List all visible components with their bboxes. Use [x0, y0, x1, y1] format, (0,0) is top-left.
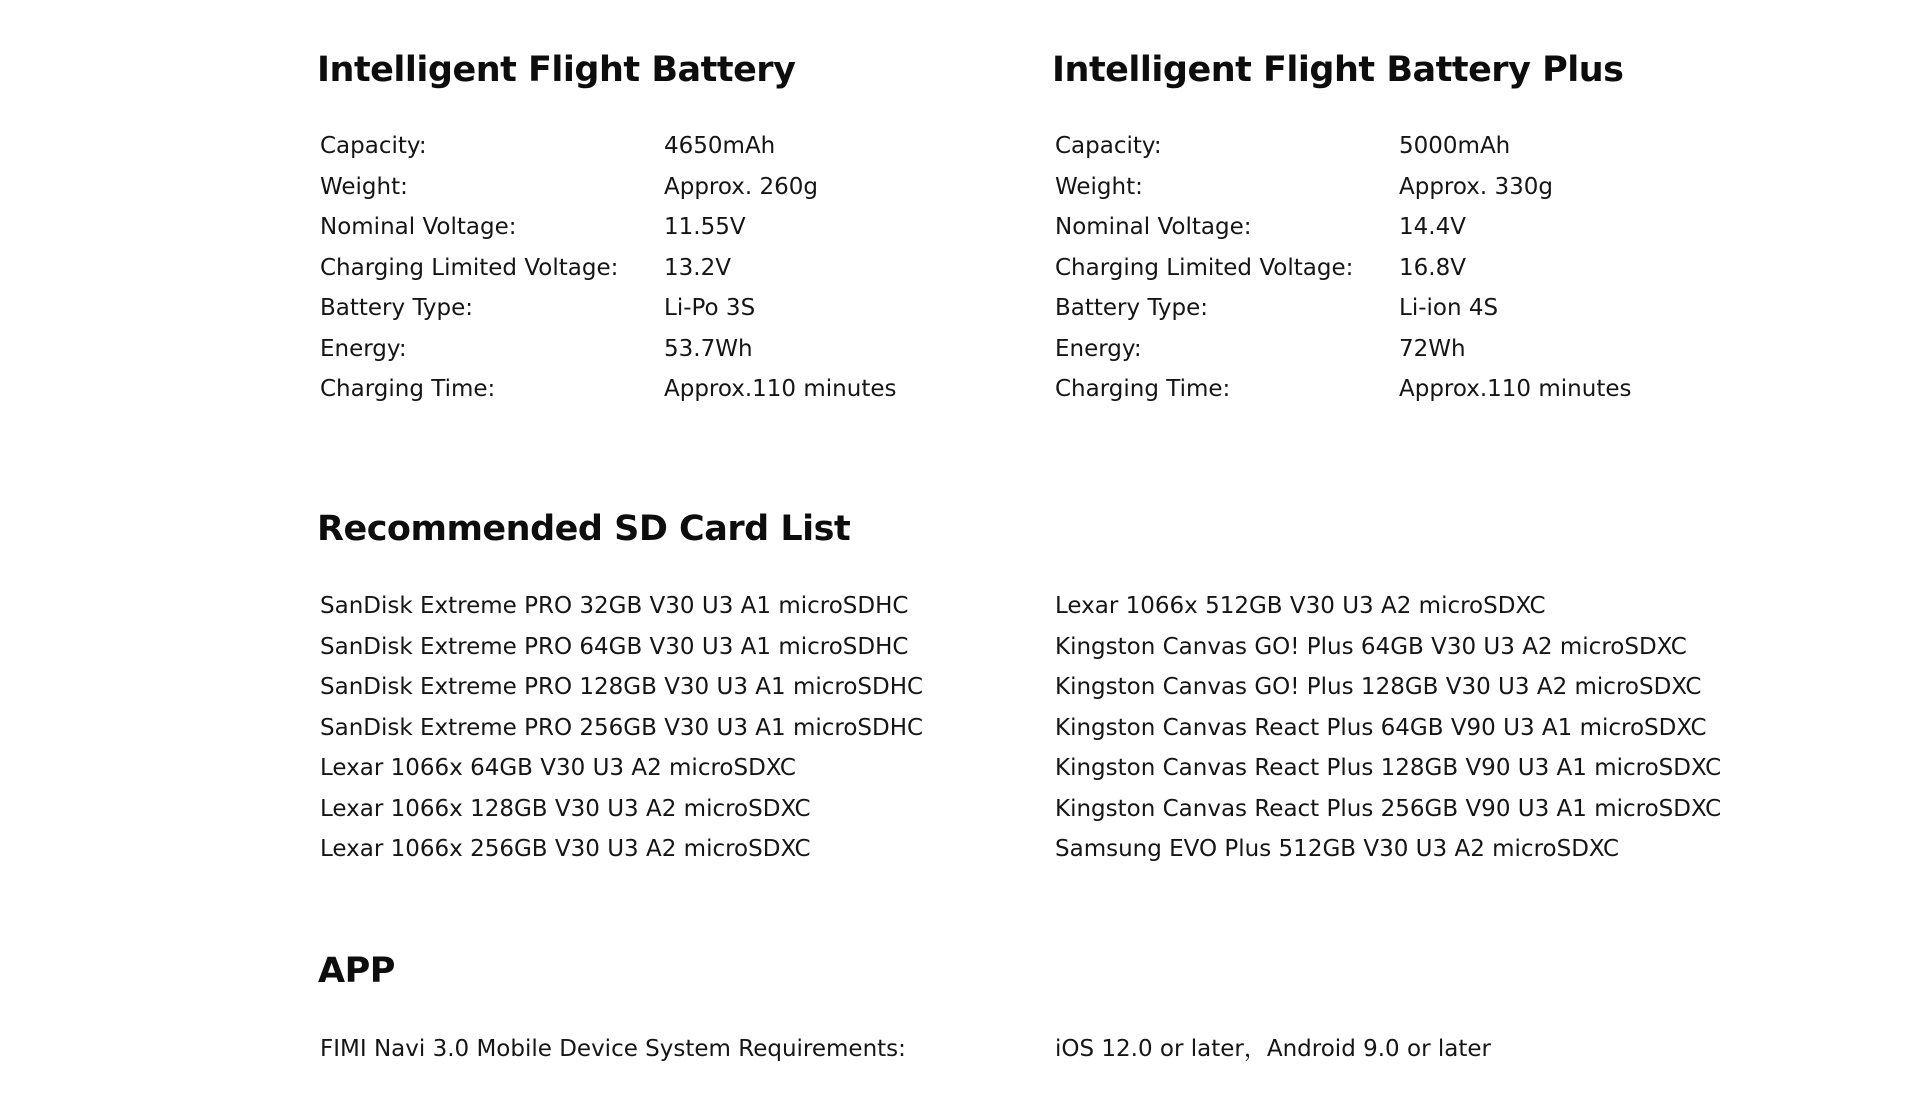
battery-title: Intelligent Flight Battery	[317, 50, 796, 90]
table-row	[1055, 329, 1631, 370]
list-item: SanDisk Extreme PRO 64GB V30 U3 A1 microSDHC	[320, 633, 909, 660]
table-row	[1055, 248, 1631, 289]
list-item: Kingston Canvas GO! Plus 128GB V30 U3 A2 microSDXC	[1055, 674, 1702, 700]
list-item: SanDisk Extreme PRO 256GB V30 U3 A1 microSDHC	[320, 714, 924, 741]
spec-label: Nominal Voltage:	[1055, 214, 1252, 240]
spec-label: Battery Type:	[320, 295, 474, 321]
table-row	[1055, 167, 1631, 208]
spec-value: Approx. 330g	[1399, 173, 1553, 200]
table-row	[320, 126, 896, 167]
table-row	[1055, 207, 1631, 248]
spec-value: 72Wh	[1399, 335, 1466, 362]
list-item: Kingston Canvas GO! Plus 64GB V30 U3 A2 microSDXC	[1055, 633, 1687, 660]
spec-value: 13.2V	[664, 254, 731, 281]
list-item: Lexar 1066x 512GB V30 U3 A2 microSDXC	[1055, 593, 1546, 619]
sd-card-list-right	[1055, 586, 1721, 870]
spec-label: Capacity:	[1055, 133, 1162, 159]
spec-label: Energy:	[320, 335, 407, 362]
table-row	[1055, 126, 1631, 167]
spec-value: 4650mAh	[664, 133, 776, 159]
spec-label: Charging Limited Voltage:	[320, 254, 619, 281]
spec-label: Charging Limited Voltage:	[1055, 254, 1354, 281]
list-item: Lexar 1066x 128GB V30 U3 A2 microSDXC	[320, 795, 811, 822]
list-item: Kingston Canvas React Plus 128GB V90 U3 A1 microSDXC	[1055, 755, 1722, 781]
spec-value: 11.55V	[664, 214, 746, 240]
list-item: Lexar 1066x 64GB V30 U3 A2 microSDXC	[320, 755, 796, 781]
spec-label: Energy:	[1055, 335, 1142, 362]
list-item: Samsung EVO Plus 512GB V30 U3 A2 microSDXC	[1055, 836, 1620, 862]
spec-label: Weight:	[320, 173, 408, 200]
spec-value: Li-ion 4S	[1399, 295, 1499, 321]
app-requirement-label: FIMI Navi 3.0 Mobile Device System Requirements:	[320, 1036, 906, 1062]
spec-value: Li-Po 3S	[664, 295, 756, 321]
table-row	[320, 248, 896, 289]
battery-spec-table	[320, 126, 896, 410]
list-item: SanDisk Extreme PRO 32GB V30 U3 A1 microSDHC	[320, 593, 909, 619]
spec-value: Approx.110 minutes	[664, 376, 897, 402]
spec-value: 16.8V	[1399, 254, 1466, 281]
spec-value: 14.4V	[1399, 214, 1466, 240]
spec-label: Weight:	[1055, 173, 1143, 200]
spec-value: 5000mAh	[1399, 133, 1511, 159]
spec-value: Approx. 260g	[664, 173, 818, 200]
list-item: Lexar 1066x 256GB V30 U3 A2 microSDXC	[320, 836, 811, 862]
table-row	[1055, 369, 1631, 410]
app-requirement-value: iOS 12.0 or later，Android 9.0 or later	[1055, 1036, 1491, 1062]
list-item: Kingston Canvas React Plus 256GB V90 U3 A1 microSDXC	[1055, 795, 1722, 822]
list-item: Kingston Canvas React Plus 64GB V90 U3 A1 microSDXC	[1055, 714, 1707, 741]
table-row	[320, 288, 896, 329]
app-title: APP	[318, 951, 395, 991]
table-row	[320, 329, 896, 370]
battery-plus-spec-table	[1055, 126, 1631, 410]
battery-plus-title: Intelligent Flight Battery Plus	[1052, 50, 1624, 90]
table-row	[320, 167, 896, 208]
table-row	[320, 369, 896, 410]
sd-card-list-left	[320, 586, 923, 870]
table-row	[320, 207, 896, 248]
spec-label: Battery Type:	[1055, 295, 1209, 321]
spec-value: Approx.110 minutes	[1399, 376, 1632, 402]
spec-label: Charging Time:	[320, 376, 496, 402]
spec-label: Nominal Voltage:	[320, 214, 517, 240]
sd-card-title: Recommended SD Card List	[317, 509, 851, 549]
table-row	[1055, 288, 1631, 329]
spec-label: Charging Time:	[1055, 376, 1231, 402]
list-item: SanDisk Extreme PRO 128GB V30 U3 A1 microSDHC	[320, 674, 924, 700]
spec-value: 53.7Wh	[664, 335, 753, 362]
spec-label: Capacity:	[320, 133, 427, 159]
